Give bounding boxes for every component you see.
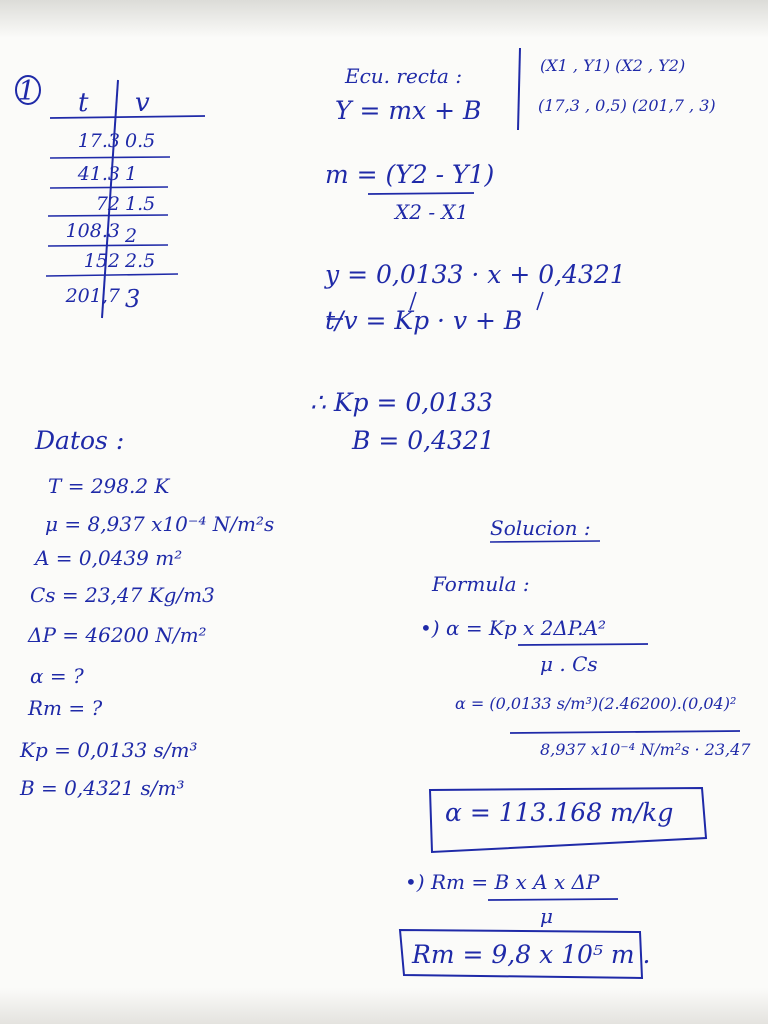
datos-item: B = 0,4321 s/m³ [20,776,185,800]
table-cell-v: 2.5 [125,250,156,272]
alpha-substitution-numerator: α = (0,0133 s/m³)(2.46200).(0,04)² [455,694,737,713]
alpha-substitution-denominator: 8,937 x10⁻⁴ N/m²s · 23,47 [540,740,751,759]
fitted-line-mapping: t/v = Kp · v + B [325,306,523,335]
line-equation: Y = mx + B [335,96,482,125]
slope-denominator: X2 - X1 [395,200,469,224]
table-header-v: v [135,88,150,118]
datos-item: ΔP = 46200 N/m² [28,623,207,647]
table-header-t: t [78,88,89,118]
table-cell-t: 152 [83,250,120,272]
datos-item: α = ? [30,664,84,688]
formula-title: Formula : [432,572,530,596]
alpha-formula-numerator: •) α = Kp x 2ΔP.A² [420,616,607,640]
table-cell-t: 41.3 [77,163,120,185]
kp-result: ∴ Kp = 0,0133 [310,388,493,417]
table-cell-v: 3 [125,285,141,313]
alpha-formula-denominator: μ . Cs [540,652,598,676]
datos-item: Rm = ? [28,696,103,720]
table-cell-v: 1 [125,163,138,185]
table-cell-t: 17.3 [77,130,120,152]
alpha-result: α = 113.168 m/kg [445,798,674,827]
rm-formula-numerator: •) Rm = B x A x ΔP [405,870,600,894]
line-equation-title: Ecu. recta : [345,64,463,88]
datos-item: Cs = 23,47 Kg/m3 [30,583,215,607]
rm-result: Rm = 9,8 x 10⁵ m . [412,940,651,969]
solucion-title: Solucion : [490,516,591,540]
rm-formula-denominator: μ [540,904,553,928]
points-values: (17,3 , 0,5) (201,7 , 3) [538,96,716,115]
datos-item: T = 298.2 K [48,474,170,498]
b-result: B = 0,4321 [352,426,495,455]
datos-title: Datos : [35,426,125,455]
datos-item: Kp = 0,0133 s/m³ [20,738,198,762]
datos-item: μ = 8,937 x10⁻⁴ N/m²s [45,512,275,536]
table-cell-v: 1.5 [125,193,156,215]
fitted-line: y = 0,0133 · x + 0,4321 [325,260,626,289]
table-cell-t: 108.3 [65,220,120,242]
table-cell-v: 2 [125,225,138,247]
datos-item: A = 0,0439 m² [35,546,183,570]
points-label: (X1 , Y1) (X2 , Y2) [540,56,686,75]
table-cell-v: 0.5 [125,130,156,152]
slope-numerator: m = (Y2 - Y1) [325,160,495,189]
problem-number: 1 [18,76,36,107]
table-cell-t: 201,7 [65,285,120,307]
table-cell-t: 72 [95,193,120,215]
